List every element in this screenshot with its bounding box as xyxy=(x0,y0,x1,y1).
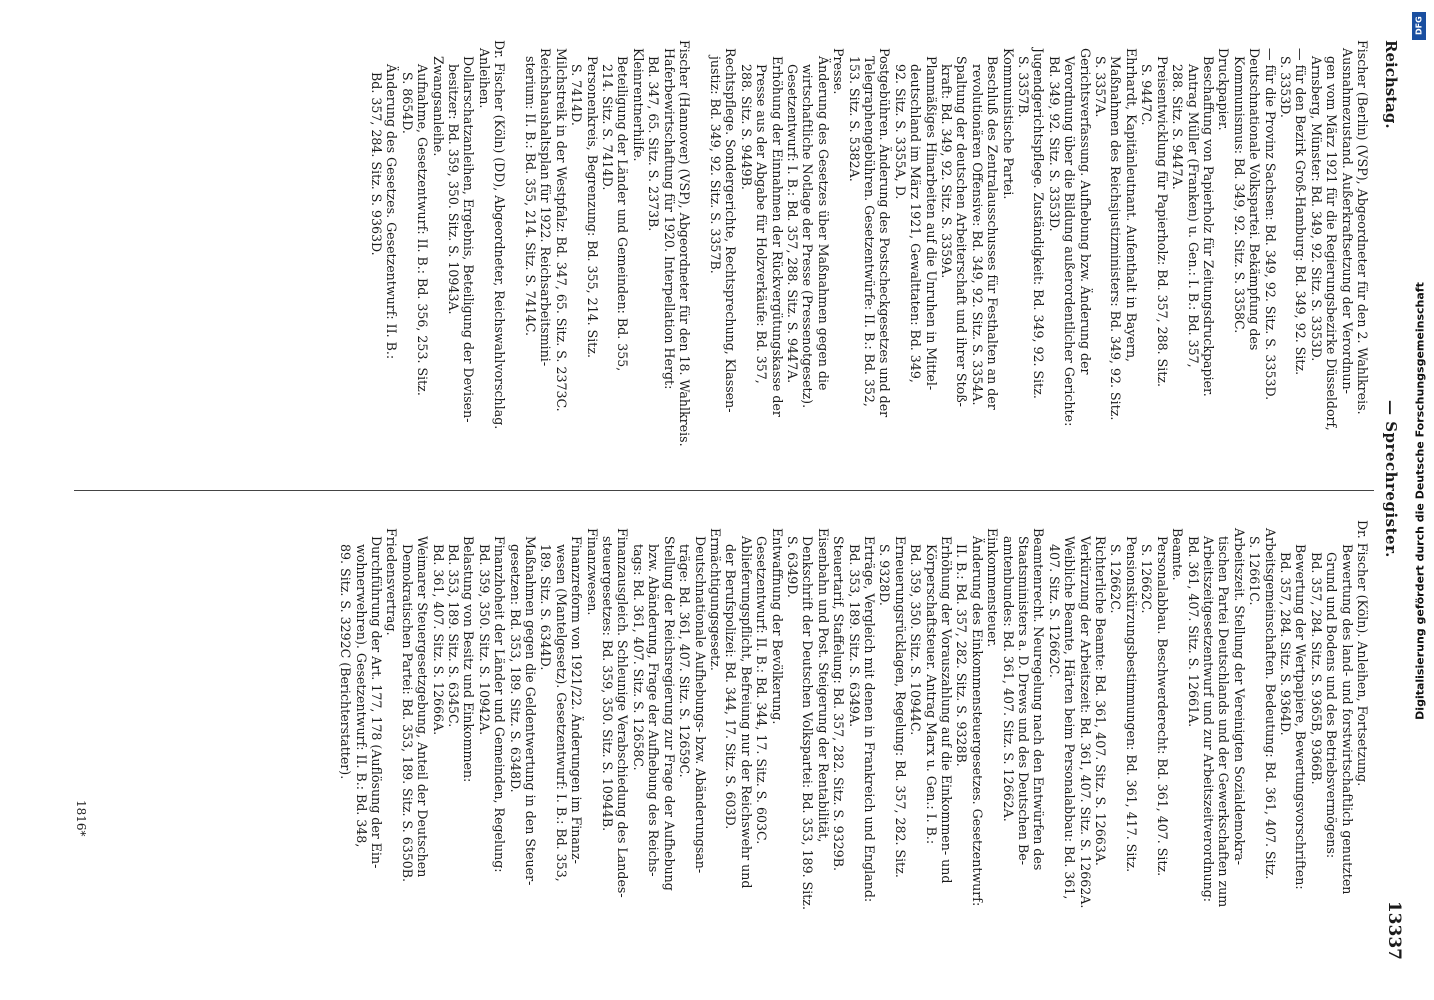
register-line: Ehrhardt, Kapitänleutnant. Aufenthalt in Bayern, xyxy=(1123,40,1139,363)
register-line: Finanzwesen. xyxy=(584,520,600,616)
register-line: Bd. 359, 350. Sitz. S. 10944C. xyxy=(908,520,924,736)
register-line: Erhöhung der Vorauszahlung auf die Einkommen- und xyxy=(939,520,955,884)
page-header xyxy=(1374,40,1414,960)
register-line: Arnsberg, Münster: Bd. 349, 92. Sitz. S. 3353D. xyxy=(1308,40,1324,362)
register-line: Arbeitszeitgesetzentwurf und zur Arbeitszeitverordnung: xyxy=(1200,520,1216,903)
register-line: S. 9328D. xyxy=(877,520,893,606)
register-line: S. 3357B. xyxy=(1016,40,1032,118)
register-line: besitzer: Bd. 359, 350. Sitz. S. 10943A. xyxy=(446,40,462,315)
register-line: Beteiligung der Länder und Gemeinden: Bd. 355, xyxy=(615,40,631,372)
register-line: Personenkreis, Begrenzung: Bd. 355, 214. Sitz. xyxy=(584,40,600,359)
register-line: kraft: Bd. 349, 92. Sitz. S. 3359A. xyxy=(939,40,955,279)
register-line: Dollarschatzanleihen, Ergebnis, Beteiligung der Devisen- xyxy=(461,40,477,423)
register-line: Weimarer Steuergesetzgebung, Anteil der Deutschen xyxy=(415,520,431,878)
right-column xyxy=(338,520,1370,960)
register-line: Änderung des Gesetzes. Gesetzentwurf: II. B.: xyxy=(384,40,400,360)
register-line: Deutschnationale Aufhebungs- bzw. Abänderungsan- xyxy=(692,520,708,874)
register-line: Bd. 349, 92. Sitz. S. 3353D. xyxy=(1046,40,1062,232)
register-line: Eisenbahn und Post. Steigerung der Rentabilität, xyxy=(815,520,831,843)
register-line: S. 12661C. xyxy=(1247,520,1263,606)
register-line: Weibliche Beamte, Härten beim Personalabbau: Bd. 361, xyxy=(1062,520,1078,900)
register-line: Rechtspflege. Sondergerichte, Rechtsprechung, Klassen- xyxy=(723,40,739,413)
register-line: Verordnung über die Bildung außerordentlicher Gerichte: xyxy=(1062,40,1078,427)
signature-mark: 1816* xyxy=(74,800,88,837)
register-line: Druckpapier. xyxy=(1216,40,1232,131)
register-line: 288. Sitz. S. 9449B. xyxy=(738,40,754,190)
register-line: Fischer (Berlin) (VSP), Abgeordneter für den 2. Wahlkreis. xyxy=(1355,40,1370,415)
register-line: 89. Sitz. S. 3292C (Berichterstatter). xyxy=(338,520,354,780)
register-line xyxy=(692,40,707,480)
register-line: Grund und Bodens und des Betriebsvermögens: xyxy=(1324,520,1340,859)
left-column xyxy=(369,40,1370,480)
register-line: Steuertarif, Staffelung: Bd. 357, 282. Sitz. S. 9329B. xyxy=(831,520,847,871)
register-line: bzw. Abänderung, Frage der Aufhebung des Reichs- xyxy=(646,520,662,877)
register-line: Fischer (Hannover) (VSP), Abgeordneter für den 18. Wahlkreis. xyxy=(677,40,693,447)
register-line: Presse. xyxy=(831,40,847,95)
register-line: deutschland im März 1921, Gewalttaten: Bd. 349, xyxy=(908,40,924,383)
register-line: Durchführung der Art. 177, 178 (Auflösung der Ein- xyxy=(369,520,384,869)
register-line: Erneuerungsrücklagen, Regelung: Bd. 357, 282. Sitz. xyxy=(892,520,908,878)
register-line: Ausnahmezustand. Außerkraftsetzung der Verordnun- xyxy=(1339,40,1355,394)
register-line: Ablieferungspflicht, Befreiung nur der Reichswehr und xyxy=(738,520,754,889)
register-line: S. 12662C. xyxy=(1108,520,1124,614)
register-line: Kommunismus: Bd. 349, 92. Sitz. S. 3358C. xyxy=(1231,40,1247,334)
register-line: justiz: Bd. 349, 92. Sitz. S. 3357B. xyxy=(707,40,723,274)
register-line: Stellung der Reichsregierung zur Frage der Aufhebung xyxy=(661,520,677,891)
register-line: S. 8654D. xyxy=(399,40,415,134)
credit-text: Digitalisierung gefördert durch die Deutsche Forschungsgemeinschaft xyxy=(1413,282,1427,720)
register-line: Antrag Müller (Franken) u. Gen.: I. B.: Bd. 357, xyxy=(1185,40,1201,368)
register-line: Anleihen. xyxy=(476,40,492,109)
register-line: Pensionskürzungsbestimmungen: Bd. 361, 417. Sitz. xyxy=(1123,520,1139,873)
register-line: Friedensvertrag. xyxy=(384,520,400,636)
register-line: Milchstreik in der Westpfalz: Bd. 347, 65. Sitz. S. 2373C. xyxy=(553,40,569,412)
register-line: S. 7414D. xyxy=(569,40,585,126)
register-line: steuergesetzes: Bd. 359, 350. Sitz. S. 10944B. xyxy=(600,520,616,832)
register-line: S. 3353D. xyxy=(1277,40,1293,118)
register-line: Demokratischen Partei: Bd. 353, 189. Sitz. S. 6350B. xyxy=(399,520,415,883)
register-line: 189. Sitz. S. 6344D. xyxy=(538,520,554,671)
register-line: S. 9447C. xyxy=(1139,40,1155,126)
register-line: Finanzreform von 1921/22. Änderungen im Finanz- xyxy=(569,520,585,864)
register-line: Körperschaftsteuer. Antrag Marx u. Gen.: I. B.: xyxy=(923,520,939,845)
register-line: Bd. 347, 65. Sitz. S. 2373B. xyxy=(646,40,662,232)
register-line: Bd. 361, 407. Sitz. S. 12661A. xyxy=(1185,520,1201,728)
register-line: Bewertung der Wertpapiere, Bewertungsvorschriften: xyxy=(1293,520,1309,890)
register-line: Maßnahmen des Reichsjustizministers: Bd. 349, 92. Sitz. xyxy=(1108,40,1124,421)
register-line: tags: Bd. 361, 407. Sitz. S. 12658C. xyxy=(630,520,646,771)
register-line: Arbeitsgemeinschaften. Bedeutung: Bd. 361, 407. Sitz. xyxy=(1262,520,1278,880)
register-line: gen vom März 1921 für die Regierungsbezirke Düsseldorf, xyxy=(1324,40,1340,431)
register-line: Bd. 357, 284. Sitz. S. 9363D. xyxy=(369,40,384,256)
register-line: 407. Sitz. S. 12662C. xyxy=(1046,520,1062,678)
register-line: Entwaffnung der Bevölkerung. xyxy=(769,520,785,725)
register-line: — für die Provinz Sachsen: Bd. 349, 92. Sitz. S. 3353D. xyxy=(1262,40,1278,401)
register-line: Bd. 357, 284. Sitz. S. 9364D. xyxy=(1277,520,1293,736)
register-line: Reichshaushaltsplan für 1922. Reichsarbeitsmini- xyxy=(538,40,554,367)
register-line: Kleinrentnerhilfe. xyxy=(630,40,646,162)
register-line: Finanzhoheit der Länder und Gemeinden, Regelung: xyxy=(492,520,508,873)
register-line: Haferbewirtschaftung für 1920. Interpellation Hergt: xyxy=(661,40,677,390)
register-line: Zwangsanleihe. xyxy=(430,40,446,157)
register-line: gesetzen: Bd. 353, 189. Sitz. S. 6348D. xyxy=(507,520,523,793)
register-line: Jugendgerichtspflege. Zuständigkeit: Bd. 349, 92. Sitz. xyxy=(1031,40,1047,399)
register-line: Dr. Fischer (Köln). Anleihen, Fortsetzung. xyxy=(1355,520,1370,787)
register-line: Maßnahmen gegen die Geldentwertung in den Steuer- xyxy=(523,520,539,886)
register-line: Deutschnationale Volkspartei. Bekämpfung des xyxy=(1247,40,1263,351)
register-line: Telegraphengebühren. Gesetzentwürfe: II. B.: Bd. 352, xyxy=(862,40,877,407)
register-line: wirtschaftliche Notlage der Presse (Pressenotgesetz). xyxy=(800,40,816,409)
page-number: 13337 xyxy=(1384,900,1404,960)
register-line: Personalabbau. Beschwerderecht: Bd. 361, 407. Sitz. xyxy=(1154,520,1170,877)
register-line: Postgebühren. Änderung des Postscheckgesetzes und der xyxy=(877,40,893,418)
register-line: II. B.: Bd. 357, 282. Sitz. S. 9328B. xyxy=(954,520,970,767)
register-line: Gesetzentwurf: II. B.: Bd. 344, 17. Sitz. S. 603C. xyxy=(754,520,770,845)
register-line: Aufnahme, Gesetzentwurf: II. B.: Bd. 356, 253. Sitz. xyxy=(415,40,431,396)
register-line: Dr. Fischer (Köln) (DD), Abgeordneter, Reichswahlvorschlag. xyxy=(492,40,508,430)
header-left: Reichstag. xyxy=(1382,40,1400,129)
register-line: Gesetzentwurf: I. B.: Bd. 357, 288. Sitz. S. 9447A. xyxy=(784,40,800,384)
register-line: Erträge, Vergleich mit denen in Frankreich und England: xyxy=(862,520,877,903)
register-line: Verkürzung der Arbeitszeit: Bd. 361, 407. Sitz. S. 12662A. xyxy=(1077,520,1093,909)
register-line: Bd. 353, 189. Sitz. S. 6349A. xyxy=(846,520,862,728)
register-line: der Berufspolizei: Bd. 344, 17. Sitz. S. 603D. xyxy=(723,520,739,830)
register-line: Beschaffung von Papierholz für Zeitungsdruckpapier. xyxy=(1200,40,1216,397)
register-line: Erhöhung der Einnahmen der Rückvergütungskasse der xyxy=(769,40,785,417)
register-line: träge: Bd. 361, 407. Sitz. S. 12659C. xyxy=(677,520,693,778)
register-line: S. 3357A. xyxy=(1093,40,1109,118)
register-line: Bewertung des land- und forstwirtschaftlich genutzten xyxy=(1339,520,1355,895)
register-line: — für den Bezirk Groß-Hamburg: Bd. 349, 92. Sitz. xyxy=(1293,40,1309,376)
dfg-logo: DFG xyxy=(1412,12,1426,40)
register-line: Beamtenrecht. Neuregelung nach den Entwürfen des xyxy=(1031,520,1047,871)
register-line: Preisentwicklung für Papierholz: Bd. 357, 288. Sitz. xyxy=(1154,40,1170,388)
register-line: Bd. 361, 407. Sitz. S. 12666A. xyxy=(430,520,446,736)
register-line: Denkschrift der Deutschen Volkspartei: Bd. 353, 189. Sitz. xyxy=(800,520,816,910)
register-line xyxy=(507,40,522,480)
register-line: Bd. 353, 189. Sitz. S. 6345C. xyxy=(446,520,462,728)
column-divider xyxy=(74,490,1374,491)
register-line: sterium: II. B.: Bd. 355, 214. Sitz. S. 7414C. xyxy=(523,40,539,336)
register-line: 288. Sitz. S. 9447A. xyxy=(1170,40,1186,190)
register-line: Einkommensteuer. xyxy=(985,520,1001,648)
register-line: 214. Sitz. S. 7414D. xyxy=(600,40,616,191)
header-center: — Sprechregister. xyxy=(1382,400,1400,558)
register-line: Beschluß des Zentralausschusses für Festhalten an der xyxy=(985,40,1001,410)
register-line: Änderung des Gesetzes über Maßnahmen gegen die xyxy=(815,40,831,391)
register-line: Presse aus der Abgabe für Holzverkäufe: Bd. 357, xyxy=(754,40,770,384)
register-line: Kommunistische Partei. xyxy=(1000,40,1016,200)
register-line: Planmäßiges Hinarbeiten auf die Unruhen in Mittel- xyxy=(923,40,939,391)
register-line: Arbeitszeit. Stellung der Vereinigten Sozialdemokra- xyxy=(1231,520,1247,865)
register-line: S. 12662C. xyxy=(1139,520,1155,614)
register-line: Ermächtigungsgesetz. xyxy=(707,520,723,671)
register-line: wohnerwehren). Gesetzentwurf: II. B.: Bd. 348, xyxy=(353,520,369,848)
register-line: Finanzausgleich. Schleunige Verabschiedung des Landes- xyxy=(615,520,631,898)
digitization-credit xyxy=(1410,6,1430,996)
register-line: Richterliche Beamte: Bd. 361, 407. Sitz. S. 12663A. xyxy=(1093,520,1109,866)
register-line: 92. Sitz. S. 3355A, D. xyxy=(892,40,908,200)
register-line: S. 6349D. xyxy=(784,520,800,598)
register-line: Änderung des Einkommensteuergesetzes. Gesetzentwurf: xyxy=(969,520,985,907)
register-line: Staatsministers a. D. Drews und des Deutschen Be- xyxy=(1016,520,1032,865)
register-line: Bd. 359, 350. Sitz. S. 10942A. xyxy=(476,520,492,736)
register-line: amtenbundes: Bd. 361, 407. Sitz. S. 12662A. xyxy=(1000,520,1016,822)
register-line: Beamte. xyxy=(1170,520,1186,581)
register-line: tischen Partei Deutschlands und der Gewerkschaften zum xyxy=(1216,520,1232,908)
register-line: Belastung von Besitz und Einkommen: xyxy=(461,520,477,783)
register-line: Gerichtsverfassung. Aufhebung bzw. Änderung der xyxy=(1077,40,1093,375)
register-line: revolutionären Offensive: Bd. 349, 92. Sitz. S. 3354A. xyxy=(969,40,985,406)
register-line: 153. Sitz. S. 5382A. xyxy=(846,40,862,182)
register-line: Bd. 357, 284. Sitz. S. 9365B, 9366B. xyxy=(1308,520,1324,785)
register-line: wesen (Mantelgesetz). Gesetzentwurf: I. B.: Bd. 353, xyxy=(553,520,569,882)
register-line: Spaltung der deutschen Arbeiterschaft und ihrer Stoß- xyxy=(954,40,970,407)
